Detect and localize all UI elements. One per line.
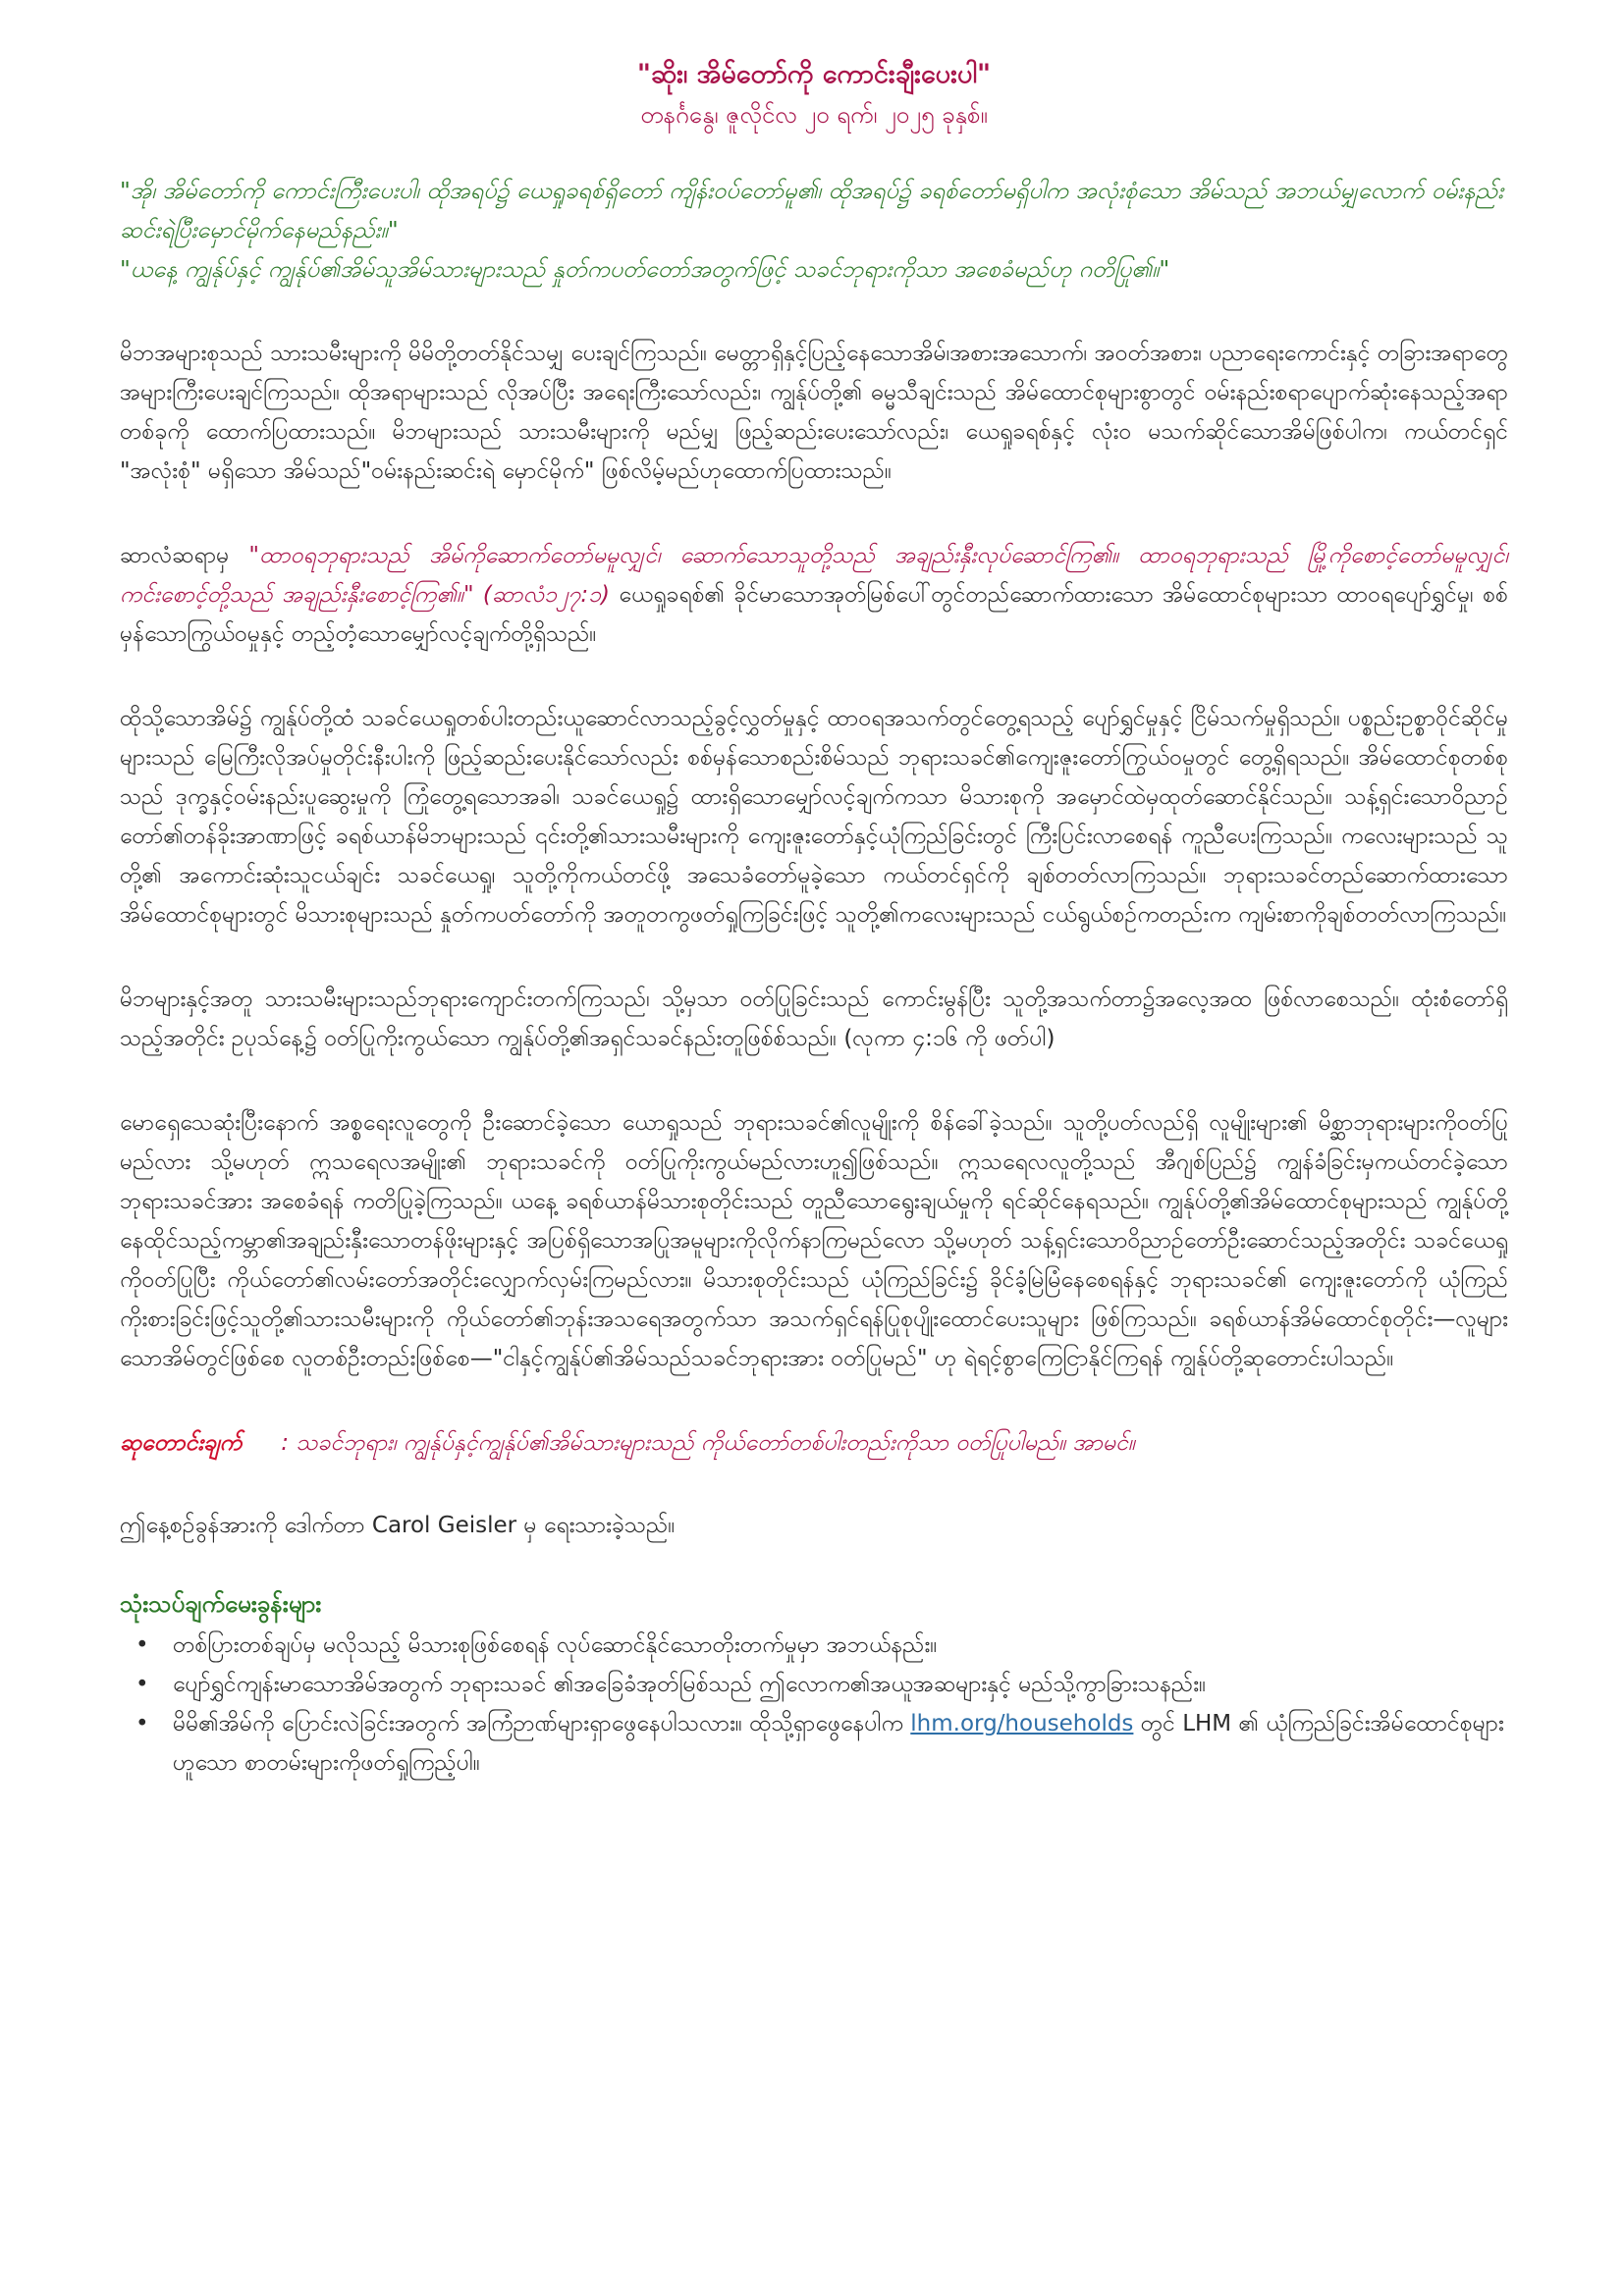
bullet-icon: • xyxy=(135,1711,149,1736)
paragraph-1: မိဘအများစုသည် သားသမီးများကို မိမိတို့တတ်နိုင်သမျှ ပေးချင်ကြသည်။ မေတ္တာရှိနှင့်ပြည့်နေသောအိမ်၊အစားအသောက်၊ အဝတ်အစား၊ ပညာရေးကောင်းနှင့် တခြားအရာတွေ အများကြီးပေးချင်ကြသည်။ ထိုအရာများသည် လိုအပ်ပြီး အရေးကြီးသော်လည်း၊ ကျွန်ုပ်တို့၏ ဓမ္မသီချင်းသည် အိမ်ထောင်စုများစွာတွင် ဝမ်းနည်းစရာပျောက်ဆုံးနေသည့်အရာတစ်ခုကို ထောက်ပြထားသည်။ မိဘများသည် သားသမီးများကို မည်မျှ ဖြည့်ဆည်းပေးသော်လည်း၊ ယေရှုခရစ်နှင့် လုံးဝ မသက်ဆိုင်သောအိမ်ဖြစ်ပါက၊ ကယ်တင်ရှင် "အလုံးစုံ" မရှိသော အိမ်သည်"ဝမ်းနည်းဆင်းရဲ မှောင်မိုက်" ဖြစ်လိမ့်မည်ဟုထောက်ပြထားသည်။ xyxy=(120,341,1508,484)
author-credit: ဤနေ့စဉ်ခွန်အားကို ဒေါက်တာ Carol Geisler မှ ရေးသားခဲ့သည်။ xyxy=(120,1513,676,1538)
paragraph-2-lead: ဆာလံဆရာမှ xyxy=(120,543,249,568)
prayer xyxy=(120,1423,1508,1463)
question-3-lead: မိမိ၏အိမ်ကို ပြောင်းလဲခြင်းအတွက် အကြံဉာဏ်များရှာဖွေနေပါသလား။ ထိုသို့ရှာဖွေနေပါက xyxy=(173,1711,911,1736)
question-3-tail: တွင် LHM ၏ ယုံကြည်ခြင်းအိမ်ထောင်စုများဟူသော စာတမ်းများကိုဖတ်ရှုကြည့်ပါ။ xyxy=(173,1711,1504,1776)
paragraph-4: မိဘများနှင့်အတူ သားသမီးများသည်ဘုရားကျောင်းတက်ကြသည်၊ သို့မှသာ ဝတ်ပြုခြင်းသည် ကောင်းမွန်ပြီး သူတို့အသက်တာ၌အလေ့အထ ဖြစ်လာစေသည်။ ထုံးစံတော်ရှိသည့်အတိုင်း ဥပုသ်နေ့၌ ဝတ်ပြုကိုးကွယ်သော ကျွန်ုပ်တို့၏အရှင်သခင်နည်းတူဖြစ်စ်သည်။ (လုကာ ၄:၁၆ ကို ဖတ်ပါ) xyxy=(120,987,1508,1051)
prayer-label: ဆုတောင်းချက် xyxy=(120,1430,243,1456)
devotion-date: တနင်္ဂနွေ၊ ဇူလိုင်လ ၂၀ ရက်၊ ၂၀၂၅ ခုနှစ်။ xyxy=(640,101,988,129)
households-link[interactable]: lhm.org/households xyxy=(910,1711,1134,1736)
paragraph-2 xyxy=(120,536,1508,654)
hymn-verse: "အို၊ အိမ်တော်ကို ကောင်းကြီးပေးပါ၊ ထိုအရပ်၌ ယေရှုခရစ်ရှိတော် ကျိန်းဝပ်တော်မူ၏၊ ထိုအရပ်၌ ခရစ်တော်မရှိပါက အလုံးစုံသော အိမ်သည် အဘယ်မျှလောက် ဝမ်းနည်းဆင်းရဲပြီးမှောင်မိုက်နေမည်နည်း။" xyxy=(120,177,1504,243)
questions-list xyxy=(120,1626,1508,1783)
prayer-text: : သခင်ဘုရား၊ ကျွန်ုပ်နှင့်ကျွန်ုပ်၏အိမ်သားများသည် ကိုယ်တော်တစ်ပါးတည်းကိုသာ ဝတ်ပြုပါမည်။ အာမင်။ xyxy=(281,1430,1135,1456)
question-1: တစ်ပြားတစ်ချပ်မှ မလိုသည့် မိသားစုဖြစ်စေရန် လုပ်ဆောင်နိုင်သောတိုးတက်မှုမှာ အဘယ်နည်း။ xyxy=(173,1632,938,1658)
paragraph-3: ထိုသို့သောအိမ်၌ ကျွန်ုပ်တို့ထံ သခင်ယေရှုတစ်ပါးတည်းယူဆောင်လာသည့်ခွင့်လွှတ်မှုနှင့် ထာဝရအသက်တွင်တွေ့ရသည့် ပျော်ရွှင်မှုနှင့် ငြိမ်သက်မှုရှိသည်။ ပစ္စည်းဥစ္စာဝိုင်ဆိုင်မှုများသည် မြေကြီးလိုအပ်မှုတိုင်းနီးပါးကို ဖြည့်ဆည်းပေးနိုင်သော်လည်း စစ်မှန်သောစည်းစိမ်သည် ဘုရားသခင်၏ကျေးဇူးတော်ကြွယ်ဝမှုတွင် တွေ့ရှိရသည်။ အိမ်ထောင်စုတစ်စုသည် ဒုက္ခနှင့်ဝမ်းနည်းပူဆွေးမှုကို ကြုံတွေ့ရသောအခါ၊ သခင်ယေရှု၌ ထားရှိသောမျှော်လင့်ချက်ကသာ မိသားစုကို အမှောင်ထဲမှထုတ်ဆောင်နိုင်သည်။ သန့်ရှင်းသောဝိညာဉ်တော်၏တန်ခိုးအာဏာဖြင့် ခရစ်ယာန်မိဘများသည် ၎င်းတို့၏သားသမီးများကို ကျေးဇူးတော်နှင့်ယုံကြည်ခြင်းတွင် ကြီးပြင်းလာစေရန် ကူညီပေးကြသည်။ ကလေးများသည် သူတို့၏ အကောင်းဆုံးသူငယ်ချင်း သခင်ယေရှု၊ သူတို့ကိုကယ်တင်ဖို့ အသေခံတော်မူခဲ့သော ကယ်တင်ရှင်ကို ချစ်တတ်လာကြသည်။ ဘုရားသခင်တည်ဆောက်ထားသောအိမ်ထောင်စုများတွင် မိသားစုများသည် နှုတ်ကပတ်တော်ကို အတူတကွဖတ်ရှုကြခြင်းဖြင့် သူတို့၏ကလေးများသည် ငယ်ရွယ်စဉ်ကတည်းက ကျမ်းစာကိုချစ်တတ်လာကြသည်။ xyxy=(120,706,1508,928)
paragraph-5: မောရှေသေဆုံးပြီးနောက် အစ္စရေးလူတွေကို ဦးဆောင်ခဲ့သော ယောရှုသည် ဘုရားသခင်၏လူမျိုးကို စိန်ခေါ်ခဲ့သည်။ သူတို့ပတ်လည်ရှိ လူမျိုးများ၏ မိစ္ဆာဘုရားများကိုဝတ်ပြုမည်လား သို့မဟုတ် ဣသရေလအမျိုး၏ ဘုရားသခင်ကို ဝတ်ပြုကိုးကွယ်မည်လားဟူ၍ဖြစ်သည်။ ဣသရေလလူတို့သည် အီဂျစ်ပြည်၌ ကျွန်ခံခြင်းမှကယ်တင်ခဲ့သော ဘုရားသခင်အား အစေခံရန် ကတိပြုခဲ့ကြသည်။ ယနေ့ ခရစ်ယာန်မိသားစုတိုင်းသည် တူညီသောရွေးချယ်မှုကို ရင်ဆိုင်နေရသည်။ ကျွန်ုပ်တို့၏အိမ်ထောင်စုများသည် ကျွန်ုပ်တို့နေထိုင်သည့်ကမ္ဘာ၏အချည်းနှီးသောတန်ဖိုးများနှင့် အပြစ်ရှိသောအပြုအမူများကိုလိုက်နာကြမည်လော သို့မဟုတ် သန့်ရှင်းသောဝိညာဉ်တော်ဦးဆောင်သည့်အတိုင်း သခင်ယေရှုကိုဝတ်ပြုပြီး ကိုယ်တော်၏လမ်းတော်အတိုင်းလျှောက်လှမ်းကြမည်လား။ မိသားစုတိုင်းသည် ယုံကြည်ခြင်း၌ ခိုင်ခံ့မြဲမြံနေစေရန်နှင့် ဘုရားသခင်၏ ကျေးဇူးတော်ကို ယုံကြည်ကိုးစားခြင်းဖြင့်သူတို့၏သားသမီးများကို ကိုယ်တော်၏ဘုန်းအသရေအတွက်သာ အသက်ရှင်ရန်ပြုစုပျိုးထောင်ပေးသူများ ဖြစ်ကြသည်။ ခရစ်ယာန်အိမ်ထောင်စုတိုင်း—လူများသောအိမ်တွင်ဖြစ်စေ လူတစ်ဦးတည်းဖြစ်စေ—"ငါနှင့်ကျွန်ုပ်၏အိမ်သည်သခင်ဘုရားအား ဝတ်ပြုမည်" ဟု ရဲရင့်စွာကြေငြာနိုင်ကြရန် ကျွန်ုပ်တို့ဆုတောင်းပါသည်။ xyxy=(120,1110,1508,1371)
list-item xyxy=(135,1704,1508,1783)
page-title: "ဆိုး၊ အိမ်တော်ကို ကောင်းချီးပေးပါ" xyxy=(636,59,992,89)
question-2: ပျော်ရွှင်ကျန်းမာသောအိမ်အတွက် ဘုရားသခင် ၏အခြေခံအုတ်မြစ်သည် ဤလောက၏အယူအဆများနှင့် မည်သို့ကွာခြားသနည်း။ xyxy=(173,1672,1207,1697)
bullet-icon: • xyxy=(135,1632,149,1658)
questions-title: သုံးသပ်ချက်မေးခွန်းများ xyxy=(120,1590,322,1618)
psalm-quote: "ထာဝရဘုရားသည် အိမ်ကိုဆောက်တော်မမူလျှင်၊ ဆောက်သောသူတို့သည် အချည်းနှီးလုပ်ဆောင်ကြ၏။ ထာဝရဘုရားသည် မြို့ကိုစောင့်တော်မမူလျှင်၊ ကင်းစောင့်တို့သည် အချည်းနှီးစောင့်ကြ၏။" (ဆာလံ၁၂၇:၁) xyxy=(120,543,1508,608)
list-item xyxy=(135,1665,1508,1704)
paragraph-2-tail: ယေရှုခရစ်၏ ခိုင်မာသောအုတ်မြစ်ပေါ်တွင်တည်ဆောက်ထားသော အိမ်ထောင်စုများသာ ထာဝရပျော်ရွှင်မှု၊ စစ်မှန်သောကြွယ်ဝမှုနှင့် တည့်တံ့သောမျှော်လင့်ချက်တို့ရှိသည်။ xyxy=(120,582,1508,647)
bullet-icon: • xyxy=(135,1672,149,1697)
scripture-verse: "ယနေ့ ကျွန်ုပ်နှင့် ကျွန်ုပ်၏အိမ်သူအိမ်သားများသည် နှုတ်ကပတ်တော်အတွက်ဖြင့် သခင်ဘုရားကိုသာ အစေခံမည်ဟု ဂတိပြု၏။" xyxy=(120,255,1170,283)
list-item xyxy=(135,1626,1508,1665)
